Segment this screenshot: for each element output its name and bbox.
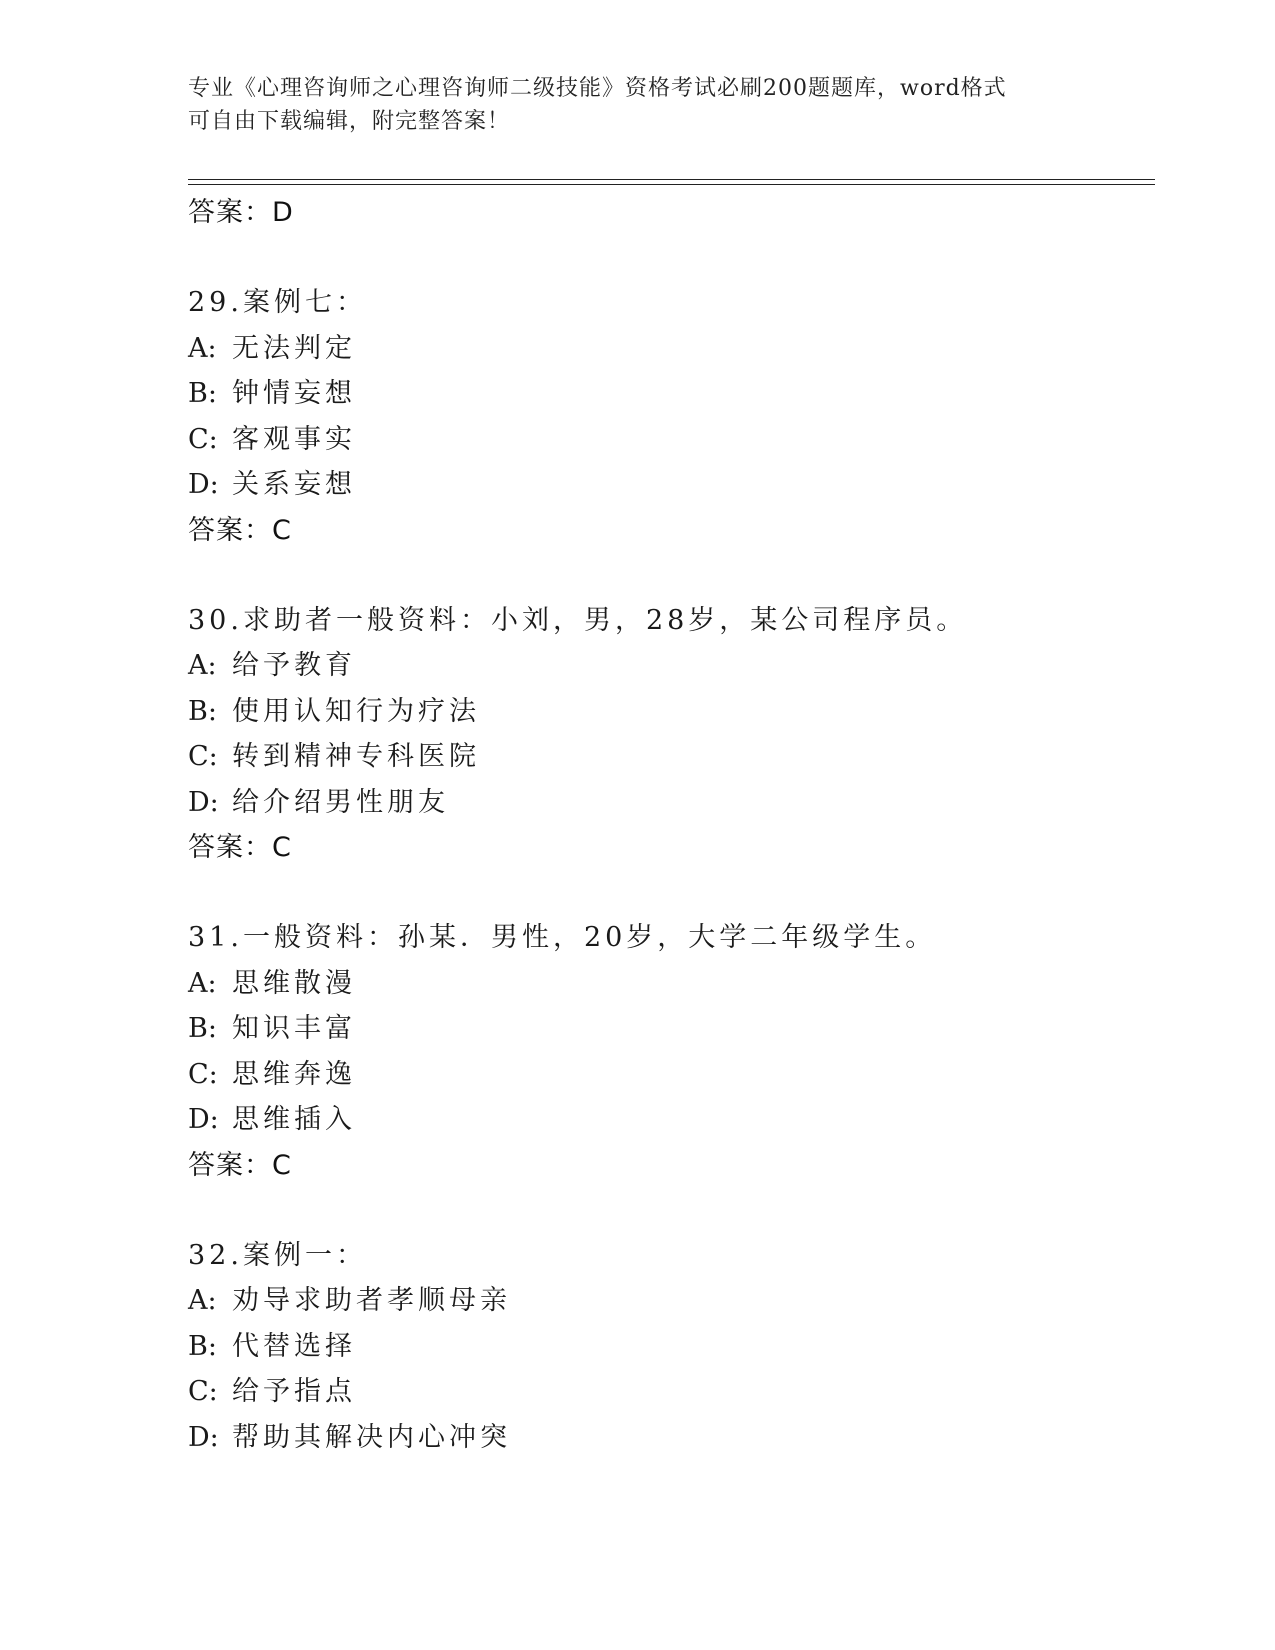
option-letter: C: [188,423,218,455]
question-item [188,1233,1148,1461]
option-text: 钟情妄想 [232,378,356,409]
option-c [188,1052,1148,1098]
option-d [188,462,1148,508]
option-a [188,326,1148,372]
option-text: 给介绍男性朋友 [232,786,449,818]
question-item [188,598,1148,872]
option-text: 劝导求助者孝顺母亲 [232,1285,511,1316]
option-text: 使用认知行为疗法 [232,695,480,727]
option-d [188,1415,1148,1461]
answer-line: 答案：D [188,197,294,228]
option-letter: C: [188,1376,218,1407]
option-c [188,1369,1148,1415]
option-c [188,734,1148,780]
question-stem: 32.案例一： [188,1239,367,1271]
option-text: 给予指点 [232,1376,356,1407]
option-text: 客观事实 [232,423,356,455]
option-a [188,643,1148,689]
question-item [188,280,1148,554]
option-text: 思维奔逸 [232,1058,356,1090]
option-c [188,417,1148,463]
header-divider-bottom [188,184,1155,185]
option-letter: D: [188,786,219,818]
option-letter: A: [188,1285,217,1316]
option-text: 转到精神专科医院 [232,741,480,772]
option-text: 给予教育 [232,650,356,681]
option-letter: A: [188,650,217,681]
question-list [188,190,1148,1460]
option-letter: A: [188,332,217,364]
option-letter: B: [188,1013,217,1044]
option-text: 思维插入 [232,1104,356,1135]
document-header [188,72,1088,138]
option-b [188,1006,1148,1052]
option-text: 代替选择 [232,1330,356,1362]
option-a [188,961,1148,1007]
option-letter: D: [188,1421,219,1453]
header-divider-top [188,179,1155,180]
question-stem: 30.求助者一般资料：小刘，男，28岁，某公司程序员。 [188,604,968,636]
question-stem: 31.一般资料：孙某．男性，20岁，大学二年级学生。 [188,922,937,953]
option-d [188,780,1148,826]
option-letter: B: [188,1330,217,1362]
option-text: 无法判定 [232,332,356,364]
option-letter: D: [188,1104,219,1135]
option-text: 帮助其解决内心冲突 [232,1421,511,1453]
option-letter: B: [188,378,217,409]
option-text: 关系妄想 [232,469,356,500]
question-item [188,915,1148,1189]
answer-line: 答案：C [188,1149,292,1181]
option-text: 思维散漫 [232,967,356,999]
option-letter: B: [188,695,217,727]
answer-line: 答案：C [188,514,292,546]
option-d [188,1097,1148,1143]
option-letter: D: [188,469,219,500]
option-b [188,689,1148,735]
answer-line: 答案：C [188,832,292,863]
question-stem: 29.案例七： [188,287,367,318]
option-letter: C: [188,1058,218,1090]
option-b [188,1324,1148,1370]
option-a [188,1278,1148,1324]
option-letter: C: [188,741,218,772]
option-b [188,371,1148,417]
option-letter: A: [188,967,217,999]
header-line-1: 专业《心理咨询师之心理咨询师二级技能》资格考试必刷200题题库，word格式 [188,76,1007,101]
option-text: 知识丰富 [232,1013,356,1044]
header-line-2: 可自由下载编辑，附完整答案！ [188,109,511,134]
